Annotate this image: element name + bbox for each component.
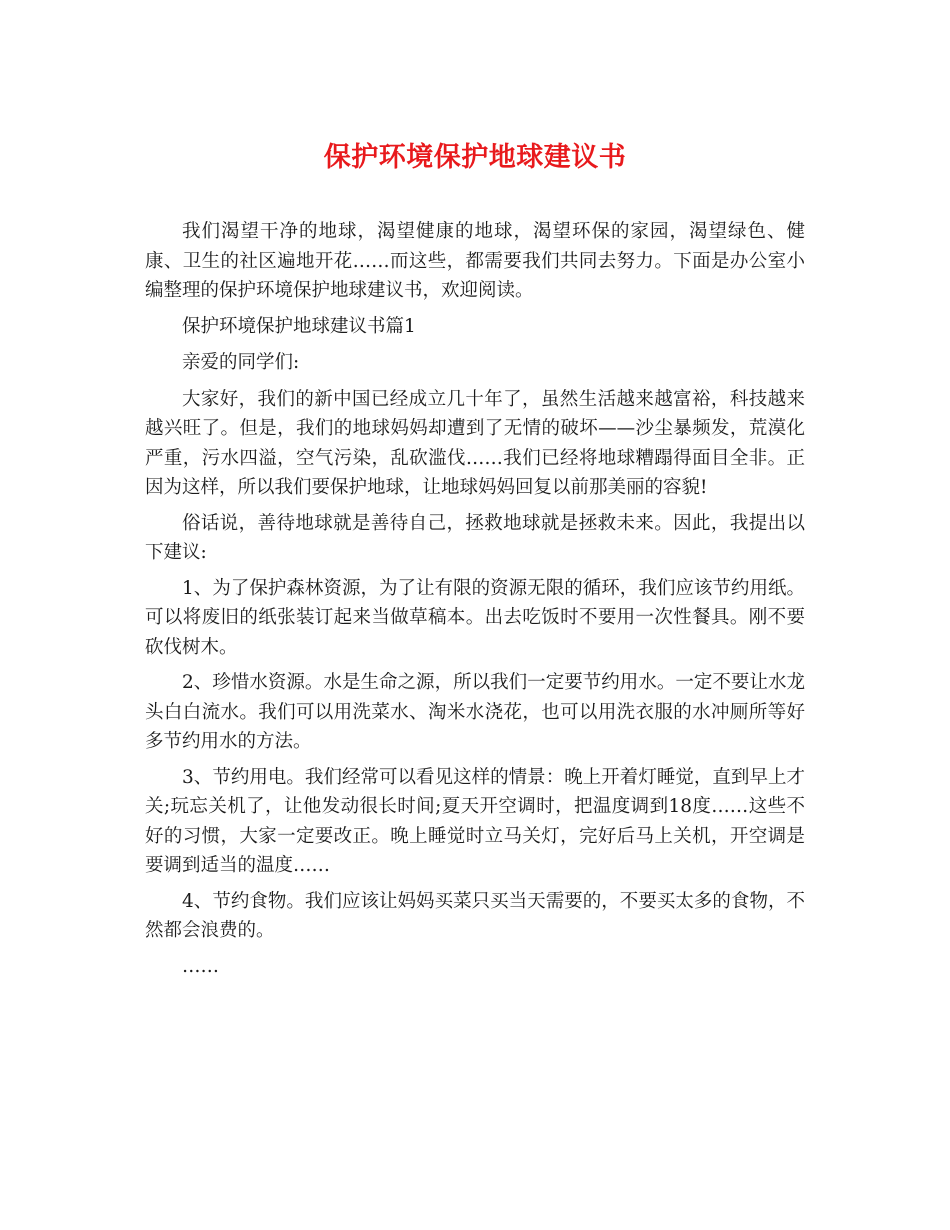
suggestion-paragraph: 1、为了保护森林资源，为了让有限的资源无限的循环，我们应该节约用纸。可以将废旧的纸张装订起来当做草稿本。出去吃饭时不要用一次性餐具。刚不要砍伐树木。 <box>145 577 805 658</box>
intro-paragraph: 我们渴望干净的地球，渴望健康的地球，渴望环保的家园，渴望绿色、健康、卫生的社区遍地开花……而这些，都需要我们共同去努力。下面是办公室小编整理的保护环境保护地球建议书，欢迎阅读。 <box>145 221 805 301</box>
document-body <box>145 217 805 987</box>
document-title: 保护环境保护地球建议书 <box>323 142 627 173</box>
section-heading: 保护环境保护地球建议书篇1 <box>182 315 416 337</box>
suggestion-paragraph: 3、节约用电。我们经常可以看见这样的情景：晚上开着灯睡觉，直到早上才关;玩忘关机了，让他发动很长时间;夏天开空调时，把温度调到18度……这些不好的习惯，大家一定要改正。晚上睡觉时立马关灯，完好后马上关机，开空调是要调到适当的温度…… <box>145 766 805 876</box>
salutation: 亲爱的同学们: <box>182 352 300 373</box>
body-paragraph: 大家好，我们的新中国已经成立几十年了，虽然生活越来越富裕，科技越来越兴旺了。但是，我们的地球妈妈却遭到了无情的破坏——沙尘暴频发，荒漠化严重，污水四溢，空气污染，乱砍滥伐……我们已经将地球糟蹋得面目全非。正因为这样，所以我们要保护地球，让地球妈妈回复以前那美丽的容貌! <box>145 388 805 498</box>
suggestion-paragraph: 2、珍惜水资源。水是生命之源，所以我们一定要节约用水。一定不要让水龙头白白流水。我们可以用洗菜水、淘米水浇花，也可以用洗衣服的水冲厕所等好多节约用水的方法。 <box>145 672 805 752</box>
suggestion-paragraph: 4、节约食物。我们应该让妈妈买菜只买当天需要的，不要买太多的食物，不然都会浪费的。 <box>145 890 805 941</box>
ellipsis-paragraph: …… <box>182 955 219 977</box>
body-paragraph: 俗话说，善待地球就是善待自己，拯救地球就是拯救未来。因此，我提出以下建议: <box>145 512 805 563</box>
